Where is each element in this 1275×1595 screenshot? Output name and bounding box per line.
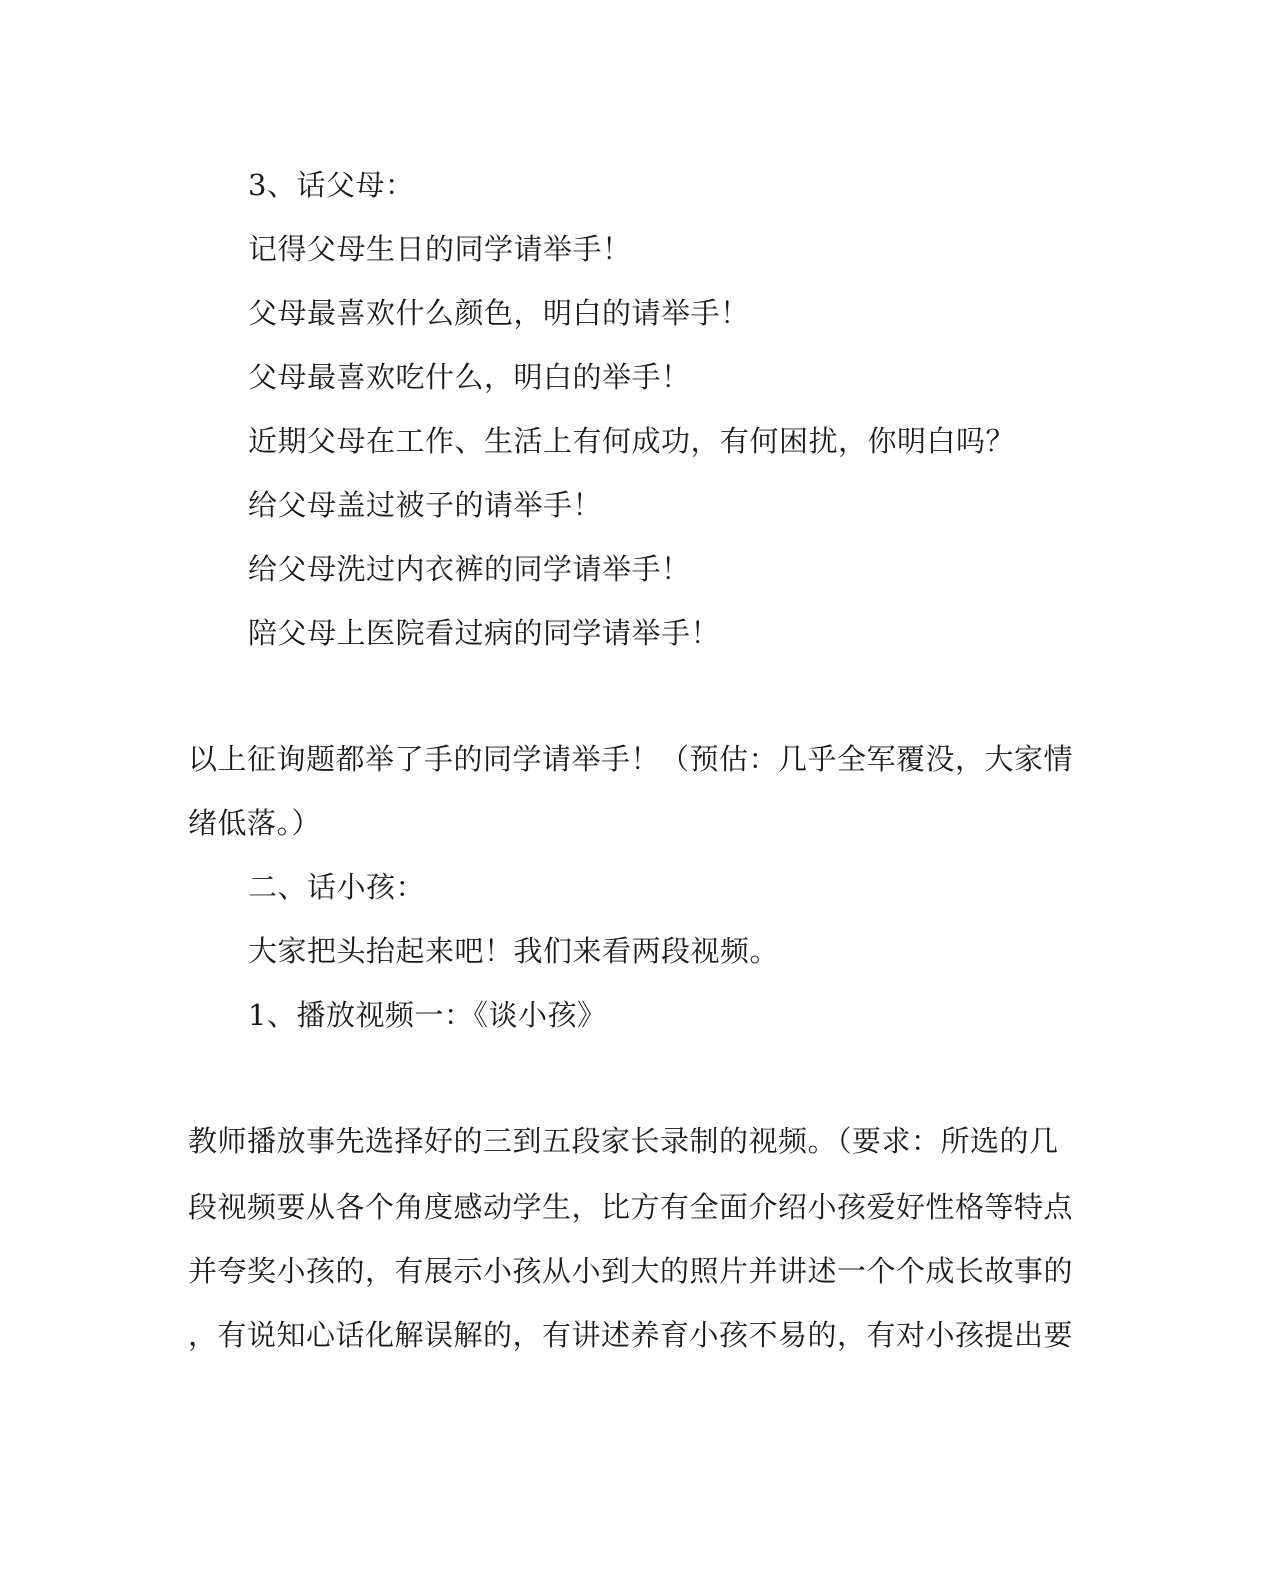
- paragraph-line: 以上征询题都举了手的同学请举手！（预估：几乎全军覆没，大家情: [188, 742, 1074, 776]
- paragraph-line: ，有说知心话化解误解的，有讲述养育小孩不易的，有对小孩提出要: [188, 1318, 1074, 1352]
- paragraph-line: 教师播放事先选择好的三到五段家长录制的视频。（要求：所选的几: [188, 1124, 1059, 1158]
- paragraph-line: 大家把头抬起来吧！我们来看两段视频。: [248, 934, 780, 968]
- question-line: 陪父母上医院看过病的同学请举手！: [248, 616, 721, 650]
- question-line: 父母最喜欢吃什么，明白的举手！: [248, 360, 691, 394]
- paragraph-line: 并夸奖小孩的，有展示小孩从小到大的照片并讲述一个个成长故事的: [188, 1254, 1074, 1288]
- question-line: 记得父母生日的同学请举手！: [248, 232, 632, 266]
- question-line: 给父母洗过内衣裤的同学请举手！: [248, 552, 691, 586]
- heading-talk-parents: 3、话父母：: [248, 168, 415, 202]
- paragraph-line: 段视频要从各个角度感动学生，比方有全面介绍小孩爱好性格等特点: [188, 1190, 1074, 1224]
- question-line: 父母最喜欢什么颜色，明白的请举手！: [248, 296, 750, 330]
- paragraph-line: 绪低落。）: [188, 806, 322, 840]
- subheading-video-one: 1、播放视频一：《谈小孩》: [248, 998, 607, 1032]
- heading-talk-children: 二、话小孩：: [248, 870, 426, 904]
- question-line: 给父母盖过被子的请举手！: [248, 488, 603, 522]
- question-line: 近期父母在工作、生活上有何成功，有何困扰，你明白吗？: [248, 424, 1016, 458]
